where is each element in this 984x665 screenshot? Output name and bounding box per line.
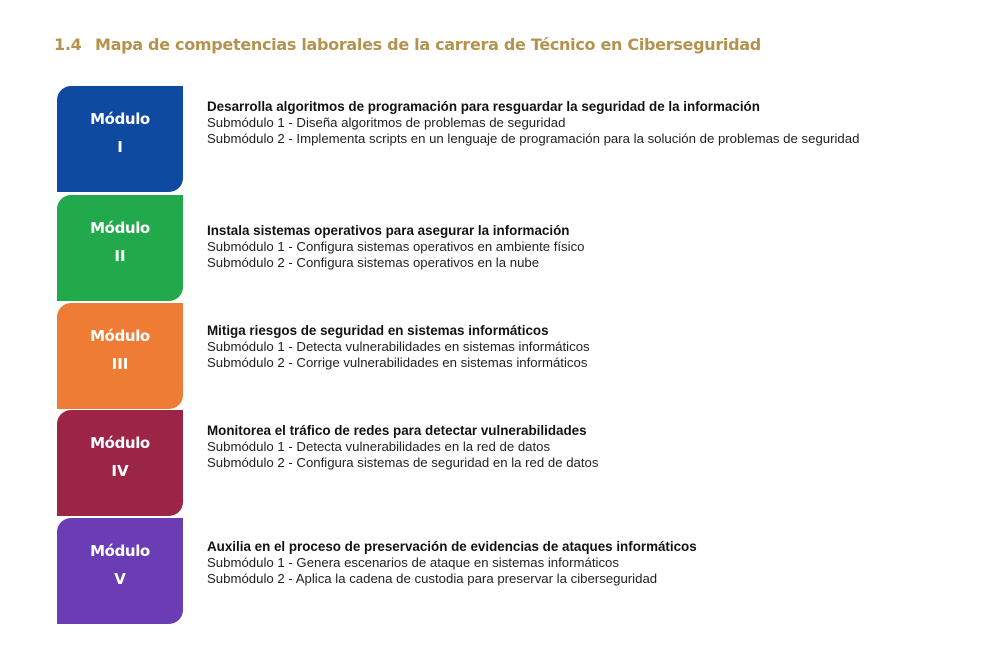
module-info-1 xyxy=(207,99,907,147)
module-badge-number: IV xyxy=(111,462,129,480)
module-info-4 xyxy=(207,423,907,471)
module-badge-1 xyxy=(57,86,183,192)
module-badge-number: I xyxy=(117,138,123,156)
module-badge-label: Módulo xyxy=(90,434,150,452)
section-number: 1.4 xyxy=(54,35,82,54)
module-title: Auxilia en el proceso de preservación de evidencias de ataques informáticos xyxy=(207,539,697,554)
module-badge-label: Módulo xyxy=(90,542,150,560)
module-badge-label: Módulo xyxy=(90,219,150,237)
module-title: Desarrolla algoritmos de programación para resguardar la seguridad de la información xyxy=(207,99,760,114)
module-badge-4 xyxy=(57,410,183,516)
section-title: Mapa de competencias laborales de la carrera de Técnico en Ciberseguridad xyxy=(95,35,761,54)
module-badge-number: V xyxy=(114,570,126,588)
module-info-5 xyxy=(207,539,907,587)
submodule-item: Submódulo 2 - Configura sistemas operativos en la nube xyxy=(207,255,540,270)
submodule-item: Submódulo 2 - Aplica la cadena de custodia para preservar la ciberseguridad xyxy=(207,571,658,586)
submodule-item: Submódulo 1 - Detecta vulnerabilidades en sistemas informáticos xyxy=(207,339,590,354)
module-badge-label: Módulo xyxy=(90,110,150,128)
section-heading xyxy=(54,35,761,54)
submodule-item: Submódulo 2 - Implementa scripts en un lenguaje de programación para la solución de problemas de seguridad xyxy=(207,131,860,146)
submodule-item: Submódulo 1 - Detecta vulnerabilidades en la red de datos xyxy=(207,439,551,454)
module-info-3 xyxy=(207,323,907,371)
module-title: Mitiga riesgos de seguridad en sistemas informáticos xyxy=(207,323,549,338)
module-badge-3 xyxy=(57,303,183,409)
module-badge-5 xyxy=(57,518,183,624)
submodule-item: Submódulo 1 - Diseña algoritmos de problemas de seguridad xyxy=(207,115,566,130)
submodule-item: Submódulo 2 - Configura sistemas de seguridad en la red de datos xyxy=(207,455,599,470)
module-badge-number: II xyxy=(114,247,126,265)
module-badge-label: Módulo xyxy=(90,327,150,345)
submodule-item: Submódulo 1 - Configura sistemas operativos en ambiente físico xyxy=(207,239,585,254)
module-title: Instala sistemas operativos para asegurar la información xyxy=(207,223,570,238)
submodule-item: Submódulo 2 - Corrige vulnerabilidades en sistemas informáticos xyxy=(207,355,588,370)
module-title: Monitorea el tráfico de redes para detectar vulnerabilidades xyxy=(207,423,587,438)
module-info-2 xyxy=(207,223,907,271)
module-badge-number: III xyxy=(111,355,129,373)
module-badge-2 xyxy=(57,195,183,301)
submodule-item: Submódulo 1 - Genera escenarios de ataque en sistemas informáticos xyxy=(207,555,619,570)
